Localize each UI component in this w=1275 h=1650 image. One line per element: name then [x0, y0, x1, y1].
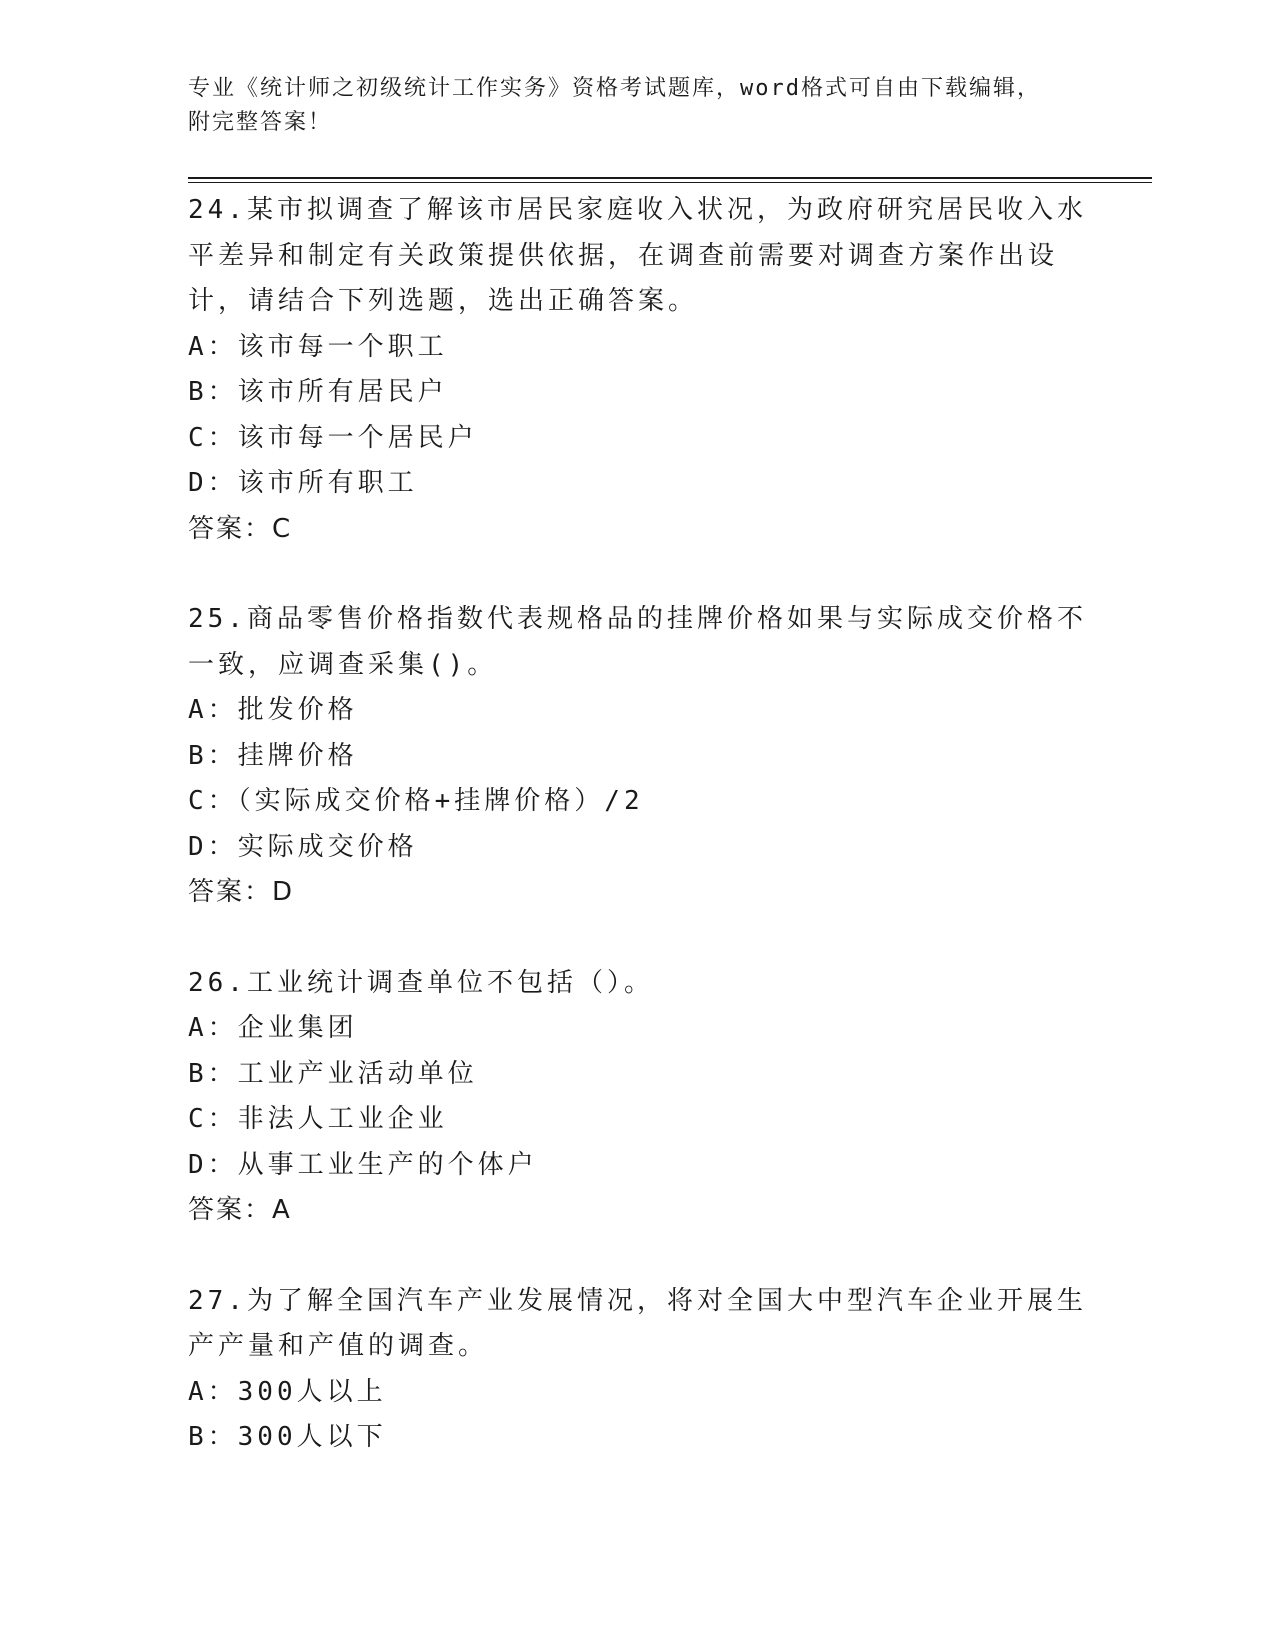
question-24 [188, 188, 1088, 552]
option-d: D：从事工业生产的个体户 [188, 1149, 538, 1180]
option-b: B：该市所有居民户 [188, 377, 448, 407]
option-a: A：该市每一个职工 [188, 331, 448, 362]
option-b: B：工业产业活动单位 [188, 1058, 478, 1089]
option-a: A：批发价格 [188, 695, 358, 725]
question-stem: 24.某市拟调查了解该市居民家庭收入状况，为政府研究居民收入水平差异和制定有关政策提供依据，在调查前需要对调查方案作出设计，请结合下列选题，选出正确答案。 [188, 195, 1087, 316]
question-stem: 26.工业统计调查单位不包括（）。 [188, 967, 654, 998]
option-a: A：企业集团 [188, 1013, 358, 1043]
header-divider-thin [188, 182, 1152, 183]
document-header [188, 72, 1088, 140]
question-stem: 27.为了解全国汽车产业发展情况，将对全国大中型汽车企业开展生产产量和产值的调查。 [188, 1285, 1087, 1361]
option-d: D：实际成交价格 [188, 831, 418, 862]
question-stem: 25.商品零售价格指数代表规格品的挂牌价格如果与实际成交价格不一致，应调查采集()。 [188, 604, 1087, 680]
answer-line: 答案：C [188, 513, 293, 544]
question-list [188, 188, 1088, 1506]
option-c: C：（实际成交价格+挂牌价格）/2 [188, 786, 644, 816]
option-a: A：300人以上 [188, 1376, 387, 1407]
option-b: B：300人以下 [188, 1422, 387, 1452]
option-b: B：挂牌价格 [188, 740, 358, 771]
question-26 [188, 961, 1088, 1234]
question-27 [188, 1279, 1088, 1461]
answer-line: 答案：A [188, 1195, 292, 1225]
question-25 [188, 597, 1088, 916]
header-divider-thick [188, 177, 1152, 179]
header-line-1: 专业《统计师之初级统计工作实务》资格考试题库，word格式可自由下载编辑， [188, 76, 1041, 101]
option-d: D：该市所有职工 [188, 468, 418, 498]
option-c: C：该市每一个居民户 [188, 422, 478, 453]
option-c: C：非法人工业企业 [188, 1104, 448, 1134]
answer-line: 答案：D [188, 877, 295, 907]
header-line-2: 附完整答案！ [188, 110, 333, 135]
